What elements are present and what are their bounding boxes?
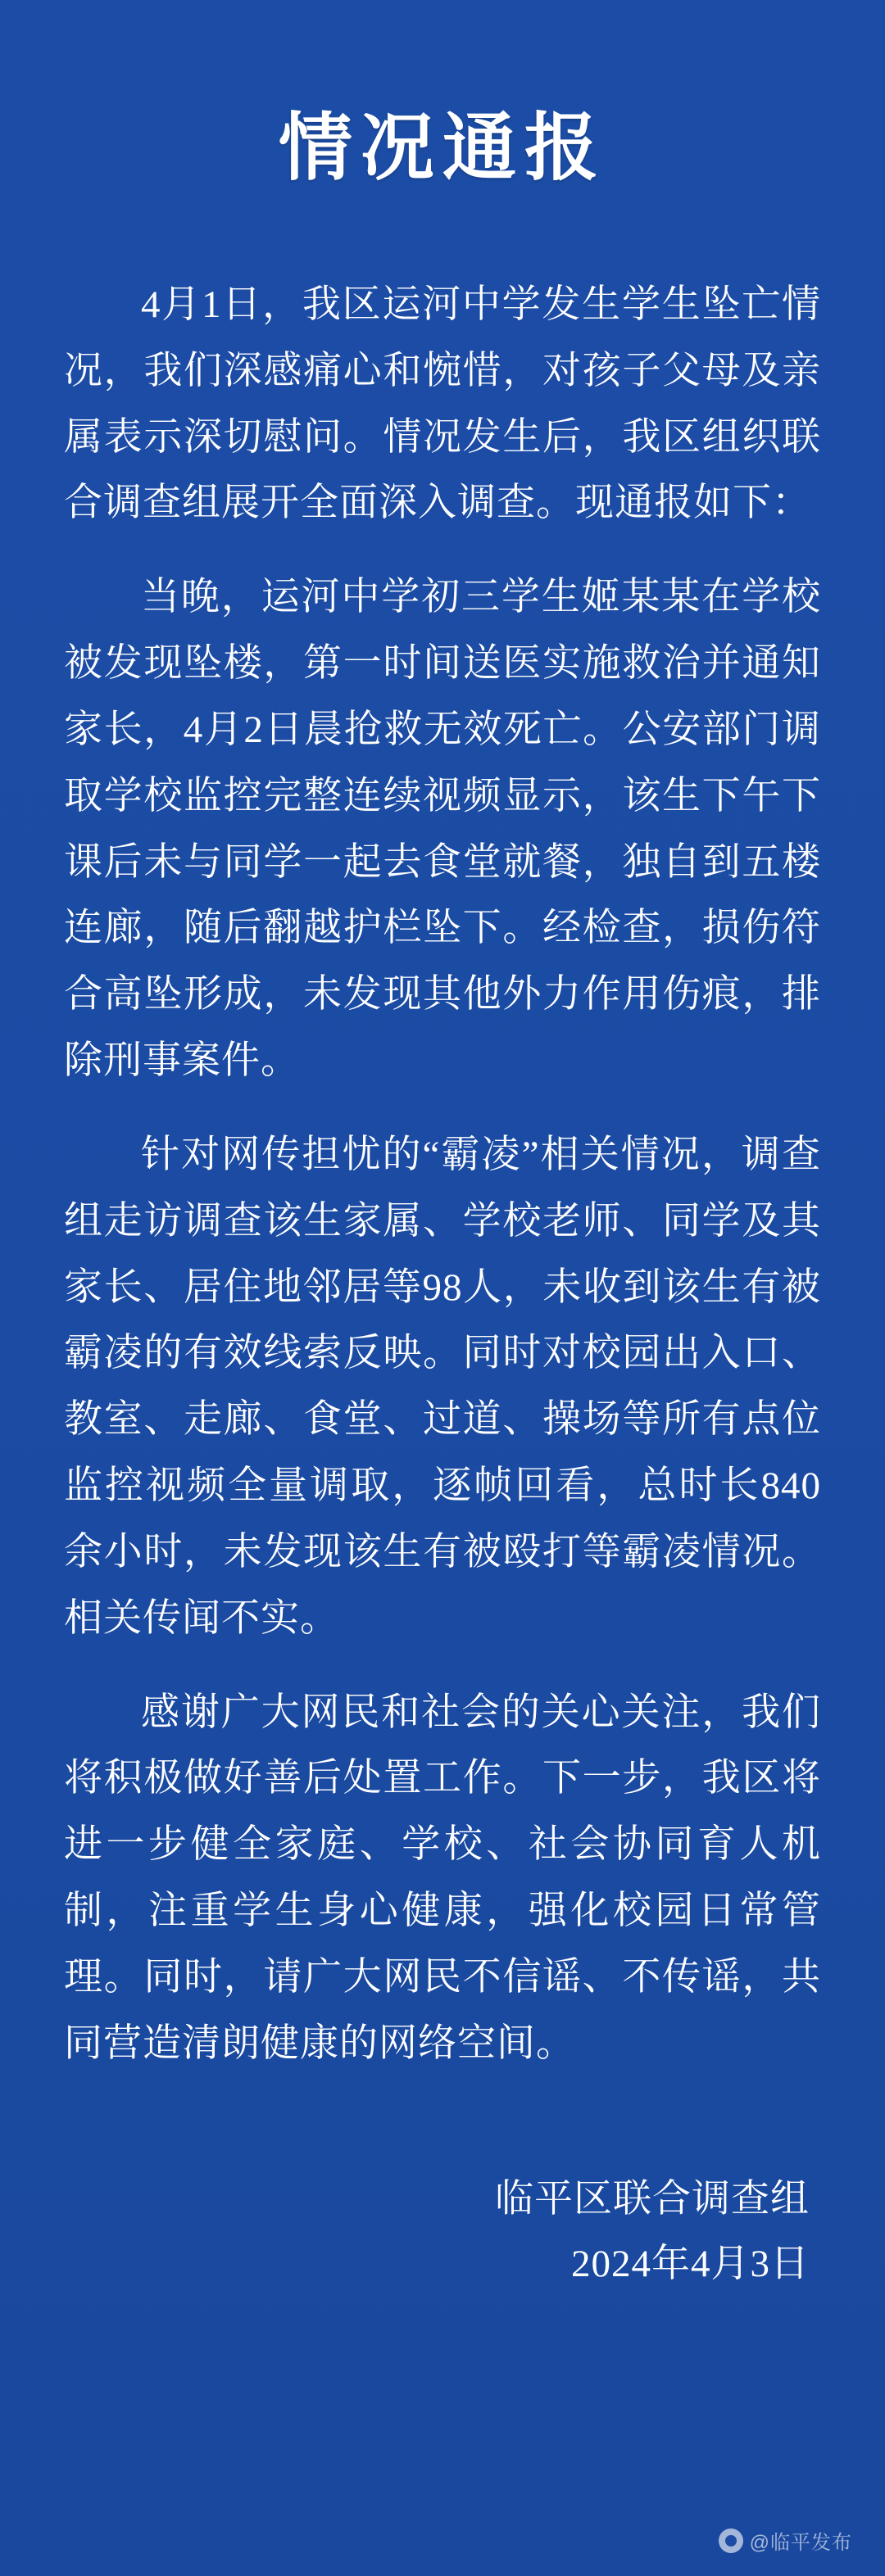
paragraph-1: 4月1日，我区运河中学发生学生坠亡情况，我们深感痛心和惋惜，对孩子父母及亲属表示深切慰问。情况发生后，我区组织联合调查组展开全面深入调查。现通报如下：: [64, 283, 821, 525]
paragraph-2: 当晚，运河中学初三学生姬某某在学校被发现坠楼，第一时间送医实施救治并通知家长，4月2日晨抢救无效死亡。公安部门调取学校监控完整连续视频显示，该生下午下课后未与同学一起去食堂就餐，独自到五楼连廊，随后翻越护栏坠下。经检查，损伤符合高坠形成，未发现其他外力作用伤痕，排除刑事案件。: [64, 576, 821, 1083]
watermark: [719, 2526, 852, 2555]
paragraph-4: 感谢广大网民和社会的关心关注，我们将积极做好善后处置工作。下一步，我区将进一步健全家庭、学校、社会协同育人机制，注重学生身心健康，强化校园日常管理。同时，请广大网民不信谣、不传谣，共同营造清朗健康的网络空间。: [64, 1691, 821, 2065]
signature-organization: 临平区联合调查组: [495, 2177, 810, 2221]
signature-block: [64, 2167, 821, 2298]
notice-body: [64, 272, 821, 2077]
watermark-label: @临平发布: [749, 2532, 852, 2554]
page-title: 情况通报: [279, 108, 606, 189]
weibo-eye-icon: [719, 2528, 743, 2553]
signature-date: 2024年4月3日: [571, 2243, 810, 2286]
paragraph-3: 针对网传担忧的“霸凌”相关情况，调查组走访调查该生家属、学校老师、同学及其家长、居住地邻居等98人，未收到该生有被霸凌的有效线索反映。同时对校园出入口、教室、走廊、食堂、过道、操场等所有点位监控视频全量调取，逐帧回看，总时长840余小时，未发现该生有被殴打等霸凌情况。相关传闻不实。: [64, 1133, 821, 1640]
